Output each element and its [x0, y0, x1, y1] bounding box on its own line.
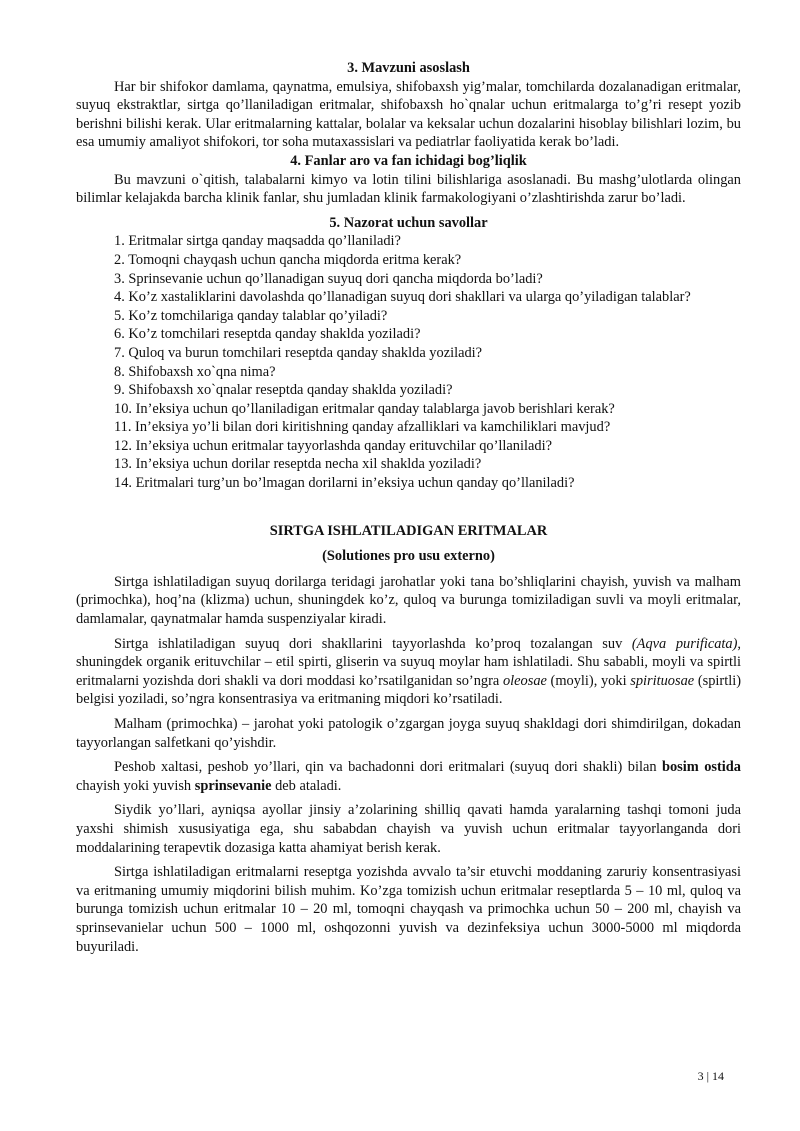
question-item: 4. Ko’z xastaliklarini davolashda qo’llanadigan suyuq dori shakllari va ularga qo’yiladigan talablar?	[114, 289, 691, 306]
paragraph-sprinsevanie	[76, 758, 741, 795]
main-section-subtitle: (Solutiones pro usu externo)	[322, 548, 495, 565]
paragraph-solvents-text-c: (moyli), yoki	[546, 672, 631, 689]
question-item: 3. Sprinsevanie uchun qo’llanadigan suyuq dori qancha miqdorda bo’ladi?	[114, 270, 543, 287]
question-item: 8. Shifobaxsh xo`qna nima?	[114, 363, 276, 380]
section-3-heading: 3. Mavzuni asoslash	[347, 60, 470, 76]
question-item: 5. Ko’z tomchilariga qanday talablar qo’yiladi?	[114, 307, 388, 324]
main-section-title: SIRTGA ISHLATILADIGAN ERITMALAR	[269, 522, 548, 539]
question-item: 6. Ko’z tomchilari reseptda qanday shaklda yoziladi?	[114, 326, 421, 343]
question-item: 10. In’eksiya uchun qo’llaniladigan eritmalar qanday talablarga javob berishlari kerak?	[114, 400, 615, 417]
question-item: 13. In’eksiya uchun dorilar reseptda necha xil shaklda yoziladi?	[114, 456, 482, 473]
paragraph-solvents-text-a: Sirtga ishlatiladigan suyuq dori shakllarini tayyorlashda ko’proq tozalangan suv	[114, 635, 632, 652]
paragraph-absorption: Siydik yo’llari, ayniqsa ayollar jinsiy a’zolarining shilliq qavati hamda yaralarning tashqi tomoni juda yaxshi shimish xususiyatiga ega, shu sababdan chayish va yuvish uchun eritmalar tayyorlanganda dori moddalarining terapevtik dozasiga katta ahamiyat berish kerak.	[76, 802, 741, 856]
paragraph-solvents-text-d: (spirtli) belgisi yoziladi, so’ngra konsentrasiya va eritmaning miqdori ko’rsatiladi.	[76, 672, 742, 708]
paragraph-malham: Malham (primochka) – jarohat yoki patologik o’zgargan joyga suyuq shakldagi dori shimdirilgan, dokadan tayyorlangan salfetkani qo’yishdir.	[76, 716, 741, 751]
paragraph-sprinsevanie-text-a: Peshob xaltasi, peshob yo’llari, qin va bachadonni dori eritmalari (suyuq dori shakli) bilan	[114, 759, 662, 776]
document-page	[76, 59, 741, 956]
latin-term-aqva-purificata: (Aqva purificata)	[631, 635, 738, 652]
question-item: 7. Quloq va burun tomchilari reseptda qanday shaklda yoziladi?	[114, 344, 483, 361]
paragraph-definition: Sirtga ishlatiladigan suyuq dorilarga teridagi jarohatlar yoki tana bo’shliqlarini chayish, yuvish va malham (primochka), hoq’na (klizma) uchun, shuningdek ko’z, quloq va burunga tomiziladigan suvli va moyli eritmalar, damlamalar, qaynatmalar hamda suspenziyalar kiradi.	[76, 573, 741, 628]
control-questions-list	[76, 232, 741, 492]
paragraph-dosage: Sirtga ishlatiladigan eritmalarni reseptga yozishda avvalo ta’sir etuvchi moddaning zaruriy konsentrasiyasi va eritmaning umumiy miqdorini bilish muhim. Ko’zga tomizish uchun eritmalar reseptlarda 5 – 10 ml, quloq va burunga tomizish uchun eritmalar 10 – 20 ml, tomoqni chayqash va primochka uchun 50 – 200 ml, chayish va sprinsevanielar uchun 500 – 1000 ml, oshqozonni yuvish va dezinfeksiya uchun 3000-5000 ml miqdorda buyuriladi.	[76, 864, 741, 955]
paragraph-sprinsevanie-text-c: chayish yoki yuvish	[76, 777, 195, 794]
question-item: 9. Shifobaxsh xo`qnalar reseptda qanday shaklda yoziladi?	[114, 382, 453, 399]
section-4-paragraph: Bu mavzuni o`qitish, talabalarni kimyo va lotin tilini bilishlariga asoslanadi. Bu mashg’ulotlarda olingan bilimlar kelajakda barcha klinik fanlar, shu jumladan klinik farmakologiyani o’zlashtirishda zarur bo’ladi.	[76, 171, 741, 207]
question-item: 2. Tomoqni chayqash uchun qancha miqdorda eritma kerak?	[114, 251, 462, 268]
paragraph-sprinsevanie-text-d: deb ataladi.	[271, 777, 342, 794]
paragraph-solvents-text-b: , shuningdek organik erituvchilar – etil spirti, gliserin va suyuq moylar ham ishlatiladi. Shu sababli, moyli va spirtli eritmalarni yozishda dori shakli va dori moddasi ko’rsatilganidan so’ngra	[76, 635, 741, 689]
question-item: 12. In’eksiya uchun eritmalar tayyorlashda qanday erituvchilar qo’llaniladi?	[114, 437, 552, 454]
question-item: 11. In’eksiya yo’li bilan dori kiritishning qanday afzalliklari va kamchiliklari mavjud?	[114, 419, 611, 436]
section-5-heading: 5. Nazorat uchun savollar	[329, 214, 488, 231]
question-item: 14. Eritmalari turg’un bo’lmagan dorilarni in’eksiya uchun qanday qo’llaniladi?	[114, 475, 575, 492]
paragraph-solvents	[76, 635, 741, 709]
page-number: 3 | 14	[697, 1069, 724, 1083]
section-4-heading: 4. Fanlar aro va fan ichidagi bog’liqlik	[290, 152, 527, 169]
question-item: 1. Eritmalar sirtga qanday maqsadda qo’llaniladi?	[114, 233, 401, 250]
bold-term-bosim-ostida: bosim ostida	[661, 759, 741, 776]
section-3-paragraph: Har bir shifokor damlama, qaynatma, emulsiya, shifobaxsh yig’malar, tomchilarda dozalanadigan eritmalar, suyuq ekstraktlar, sirtga qo’llaniladigan eritmalar, shifobaxsh ho`qnalar uchun eritmalarga to’g’ri resept yozib berishni bilishi kerak. Ular eritmalarning kattalar, bolalar va keksalar uchun dozalarini hisoblay bilishlari lozim, bu esa umumiy amaliyot shifokori, tor soha mutaxassislari va pediatrlar faoliyatida kerak bo’ladi.	[76, 78, 741, 151]
bold-term-sprinsevanie: sprinsevanie	[194, 777, 272, 794]
latin-term-spirituosae: spirituosae	[630, 672, 695, 689]
latin-term-oleosae: oleosae	[502, 672, 547, 689]
